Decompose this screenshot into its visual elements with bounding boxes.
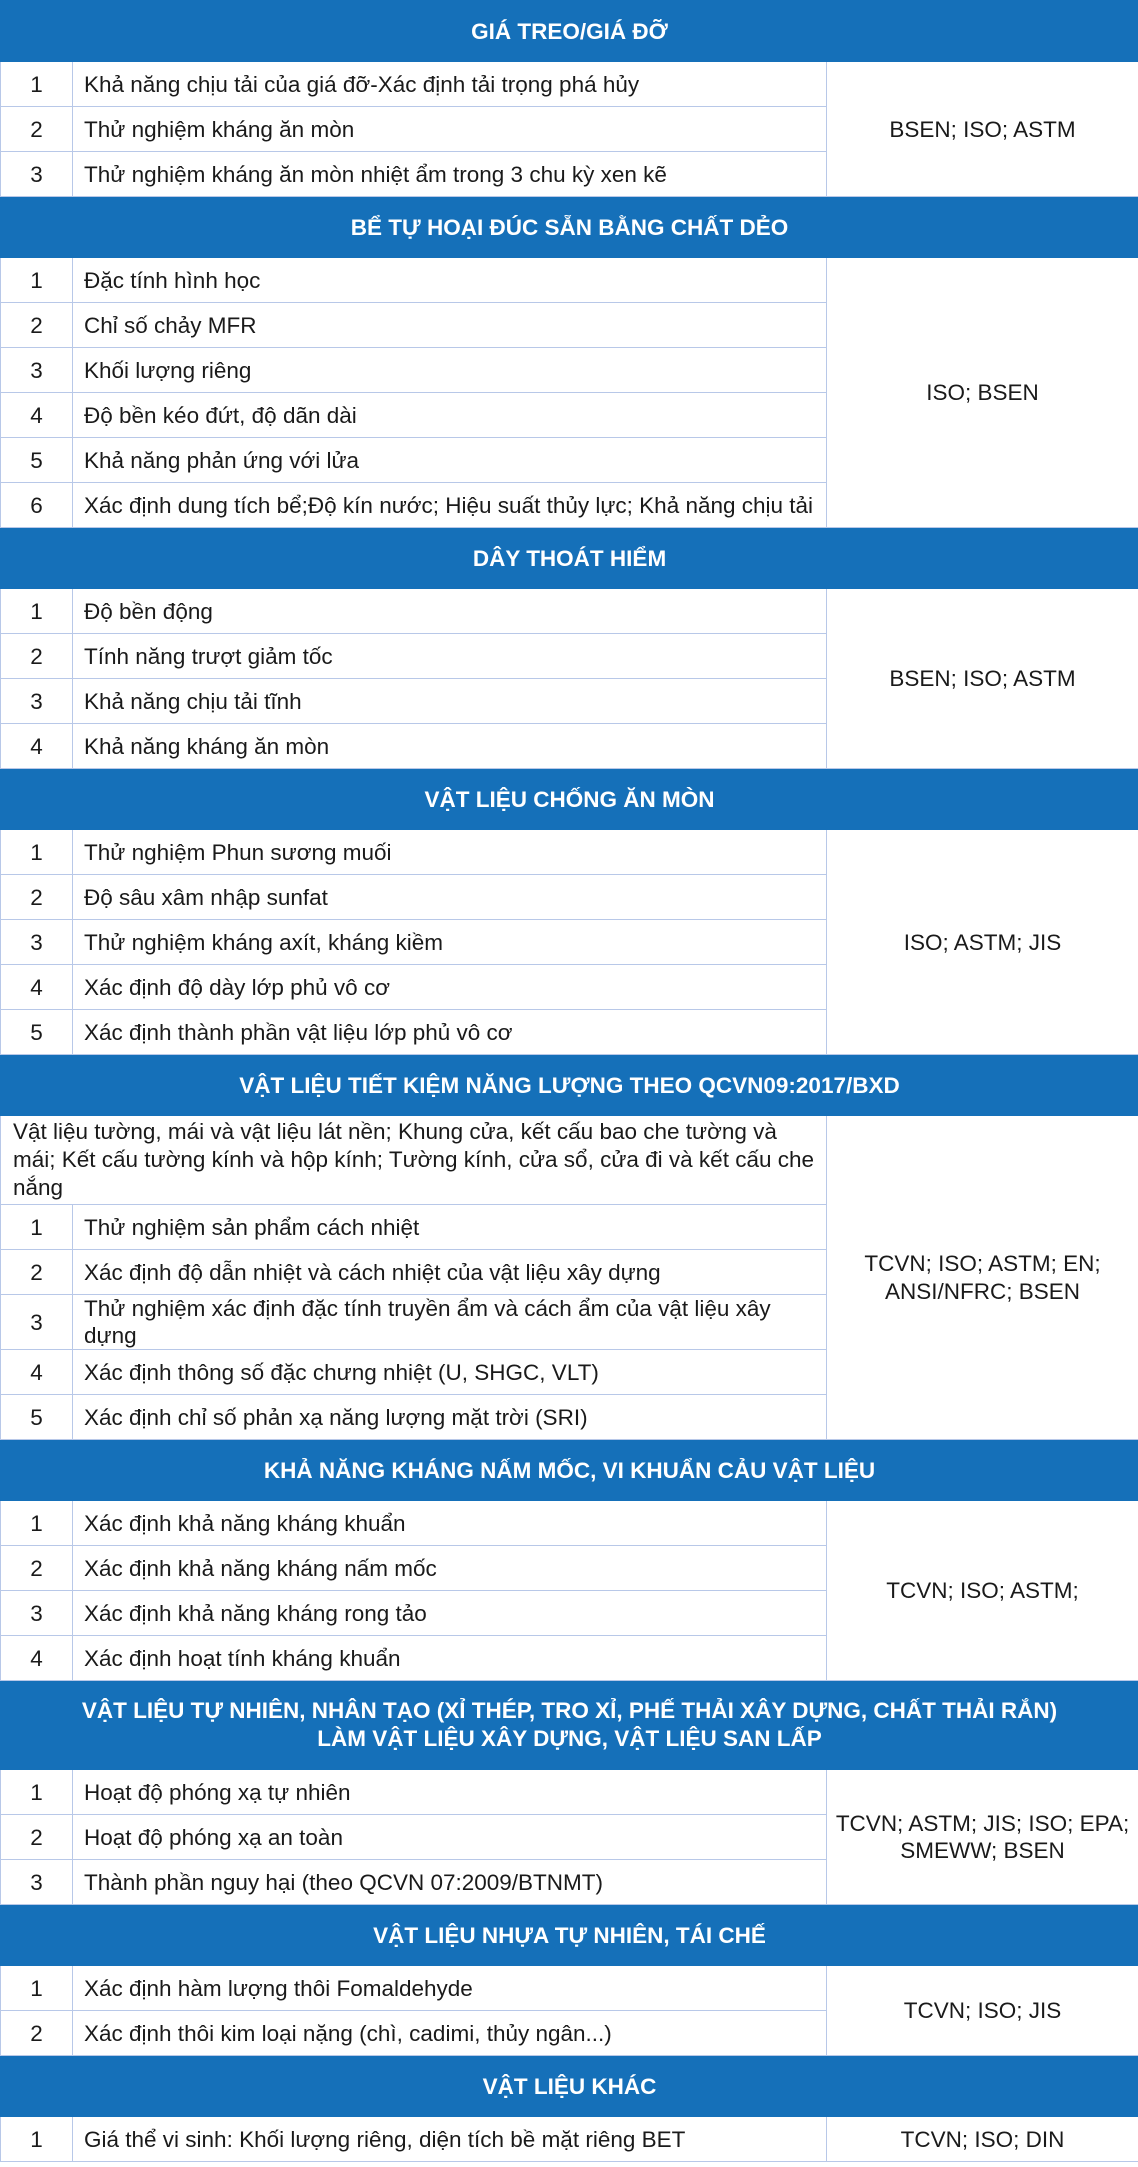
- row-number: 4: [1, 1636, 73, 1681]
- section-intro: Vật liệu tường, mái và vật liệu lát nền; Khung cửa, kết cấu bao che tường và mái; Kết cấu tường kính và hộp kính; Tường kính, cửa sổ, cửa đi và kết cấu che nắng: [1, 1116, 827, 1205]
- row-number: 5: [1, 1010, 73, 1055]
- row-test-name: Giá thể vi sinh: Khối lượng riêng, diện tích bề mặt riêng BET: [73, 2117, 827, 2162]
- row-number: 1: [1, 258, 73, 303]
- row-number: 3: [1, 152, 73, 197]
- section-title: GIÁ TREO/GIÁ ĐỠ: [1, 1, 1138, 62]
- row-number: 1: [1, 1501, 73, 1546]
- row-number: 2: [1, 107, 73, 152]
- row-number: 1: [1, 62, 73, 107]
- section-intro-row: [1, 1116, 1138, 1205]
- table-row: [1, 1966, 1138, 2011]
- section-title: VẬT LIỆU TIẾT KIỆM NĂNG LƯỢNG THEO QCVN09:2017/BXD: [1, 1055, 1138, 1116]
- table-row: [1, 62, 1138, 107]
- section-title: KHẢ NĂNG KHÁNG NẤM MỐC, VI KHUẨN CẢU VẬT LIỆU: [1, 1440, 1138, 1501]
- row-test-name: Thử nghiệm sản phẩm cách nhiệt: [73, 1205, 827, 1250]
- standards-cell: BSEN; ISO; ASTM: [827, 589, 1138, 769]
- row-test-name: Thành phần nguy hại (theo QCVN 07:2009/BTNMT): [73, 1860, 827, 1905]
- row-test-name: Tính năng trượt giảm tốc: [73, 634, 827, 679]
- table-row: [1, 830, 1138, 875]
- row-number: 3: [1, 1860, 73, 1905]
- section-header: [1, 528, 1138, 589]
- row-test-name: Xác định chỉ số phản xạ năng lượng mặt trời (SRI): [73, 1395, 827, 1440]
- table-row: [1, 1770, 1138, 1815]
- row-number: 3: [1, 1591, 73, 1636]
- row-test-name: Khả năng phản ứng với lửa: [73, 438, 827, 483]
- row-number: 5: [1, 1395, 73, 1440]
- row-number: 1: [1, 589, 73, 634]
- section-title-line-2: LÀM VẬT LIỆU XÂY DỰNG, VẬT LIỆU SAN LẤP: [317, 1726, 822, 1751]
- row-number: 1: [1, 1205, 73, 1250]
- row-number: 1: [1, 1966, 73, 2011]
- row-test-name: Xác định dung tích bể;Độ kín nước; Hiệu suất thủy lực; Khả năng chịu tải: [73, 483, 827, 528]
- row-test-name: Xác định khả năng kháng nấm mốc: [73, 1546, 827, 1591]
- table-row: [1, 1501, 1138, 1546]
- row-test-name: Xác định hoạt tính kháng khuẩn: [73, 1636, 827, 1681]
- row-test-name: Khả năng chịu tải tĩnh: [73, 679, 827, 724]
- standards-cell: TCVN; ISO; ASTM;: [827, 1501, 1138, 1681]
- row-number: 2: [1, 634, 73, 679]
- row-number: 3: [1, 679, 73, 724]
- row-number: 2: [1, 1546, 73, 1591]
- row-number: 5: [1, 438, 73, 483]
- section-title-line-1: VẬT LIỆU TỰ NHIÊN, NHÂN TẠO (XỈ THÉP, TRO XỈ, PHẾ THẢI XÂY DỰNG, CHẤT THẢI RẮN): [81, 1698, 1058, 1723]
- row-number: 1: [1, 2117, 73, 2162]
- standards-cell: TCVN; ASTM; JIS; ISO; EPA; SMEWW; BSEN: [827, 1770, 1138, 1905]
- row-test-name: Đặc tính hình học: [73, 258, 827, 303]
- row-number: 3: [1, 920, 73, 965]
- section-header: [1, 1905, 1138, 1966]
- row-test-name: Độ bền động: [73, 589, 827, 634]
- row-test-name: Xác định độ dẫn nhiệt và cách nhiệt của vật liệu xây dựng: [73, 1250, 827, 1295]
- row-number: 2: [1, 875, 73, 920]
- row-test-name: Hoạt độ phóng xạ an toàn: [73, 1815, 827, 1860]
- row-number: 6: [1, 483, 73, 528]
- table-row: [1, 589, 1138, 634]
- row-number: 1: [1, 830, 73, 875]
- standards-cell: TCVN; ISO; JIS: [827, 1966, 1138, 2056]
- section-header: [1, 2056, 1138, 2117]
- section-title: BỂ TỰ HOẠI ĐÚC SẴN BẰNG CHẤT DẺO: [1, 197, 1138, 258]
- section-title: VẬT LIỆU NHỰA TỰ NHIÊN, TÁI CHẾ: [1, 1905, 1138, 1966]
- row-test-name: Xác định khả năng kháng rong tảo: [73, 1591, 827, 1636]
- row-test-name: Độ sâu xâm nhập sunfat: [73, 875, 827, 920]
- row-test-name: Thử nghiệm kháng ăn mòn: [73, 107, 827, 152]
- section-title: DÂY THOÁT HIỂM: [1, 528, 1138, 589]
- row-test-name: Khối lượng riêng: [73, 348, 827, 393]
- row-test-name: Thử nghiệm Phun sương muối: [73, 830, 827, 875]
- row-test-name: Xác định hàm lượng thôi Fomaldehyde: [73, 1966, 827, 2011]
- row-test-name: Độ bền kéo đứt, độ dãn dài: [73, 393, 827, 438]
- row-test-name: Khả năng kháng ăn mòn: [73, 724, 827, 769]
- row-test-name: Xác định thôi kim loại nặng (chì, cadimi, thủy ngân...): [73, 2011, 827, 2056]
- row-test-name: Thử nghiệm kháng axít, kháng kiềm: [73, 920, 827, 965]
- row-number: 3: [1, 348, 73, 393]
- row-test-name: Xác định độ dày lớp phủ vô cơ: [73, 965, 827, 1010]
- row-test-name: Khả năng chịu tải của giá đỡ-Xác định tải trọng phá hủy: [73, 62, 827, 107]
- section-title: [1, 1681, 1138, 1770]
- table-row: [1, 2117, 1138, 2162]
- table-row: [1, 258, 1138, 303]
- row-number: 4: [1, 965, 73, 1010]
- row-number: 2: [1, 1250, 73, 1295]
- section-header: [1, 1055, 1138, 1116]
- row-number: 3: [1, 1295, 73, 1350]
- row-test-name: Thử nghiệm kháng ăn mòn nhiệt ẩm trong 3 chu kỳ xen kẽ: [73, 152, 827, 197]
- section-header: [1, 1681, 1138, 1770]
- section-header: [1, 1, 1138, 62]
- row-number: 4: [1, 724, 73, 769]
- row-number: 4: [1, 1350, 73, 1395]
- standards-cell: ISO; ASTM; JIS: [827, 830, 1138, 1055]
- standards-cell: BSEN; ISO; ASTM: [827, 62, 1138, 197]
- row-test-name: Xác định thành phần vật liệu lớp phủ vô cơ: [73, 1010, 827, 1055]
- row-number: 1: [1, 1770, 73, 1815]
- row-number: 4: [1, 393, 73, 438]
- standards-cell: TCVN; ISO; ASTM; EN; ANSI/NFRC; BSEN: [827, 1116, 1138, 1440]
- standards-cell: TCVN; ISO; DIN: [827, 2117, 1138, 2162]
- row-number: 2: [1, 1815, 73, 1860]
- section-header: [1, 1440, 1138, 1501]
- row-test-name: Xác định thông số đặc chưng nhiệt (U, SHGC, VLT): [73, 1350, 827, 1395]
- row-number: 2: [1, 2011, 73, 2056]
- row-number: 2: [1, 303, 73, 348]
- row-test-name: Hoạt độ phóng xạ tự nhiên: [73, 1770, 827, 1815]
- section-header: [1, 197, 1138, 258]
- section-title: VẬT LIỆU CHỐNG ĂN MÒN: [1, 769, 1138, 830]
- section-title: VẬT LIỆU KHÁC: [1, 2056, 1138, 2117]
- row-test-name: Thử nghiệm xác định đặc tính truyền ẩm và cách ẩm của vật liệu xây dựng: [73, 1295, 827, 1350]
- standards-cell: ISO; BSEN: [827, 258, 1138, 528]
- row-test-name: Chỉ số chảy MFR: [73, 303, 827, 348]
- row-test-name: Xác định khả năng kháng khuẩn: [73, 1501, 827, 1546]
- section-header: [1, 769, 1138, 830]
